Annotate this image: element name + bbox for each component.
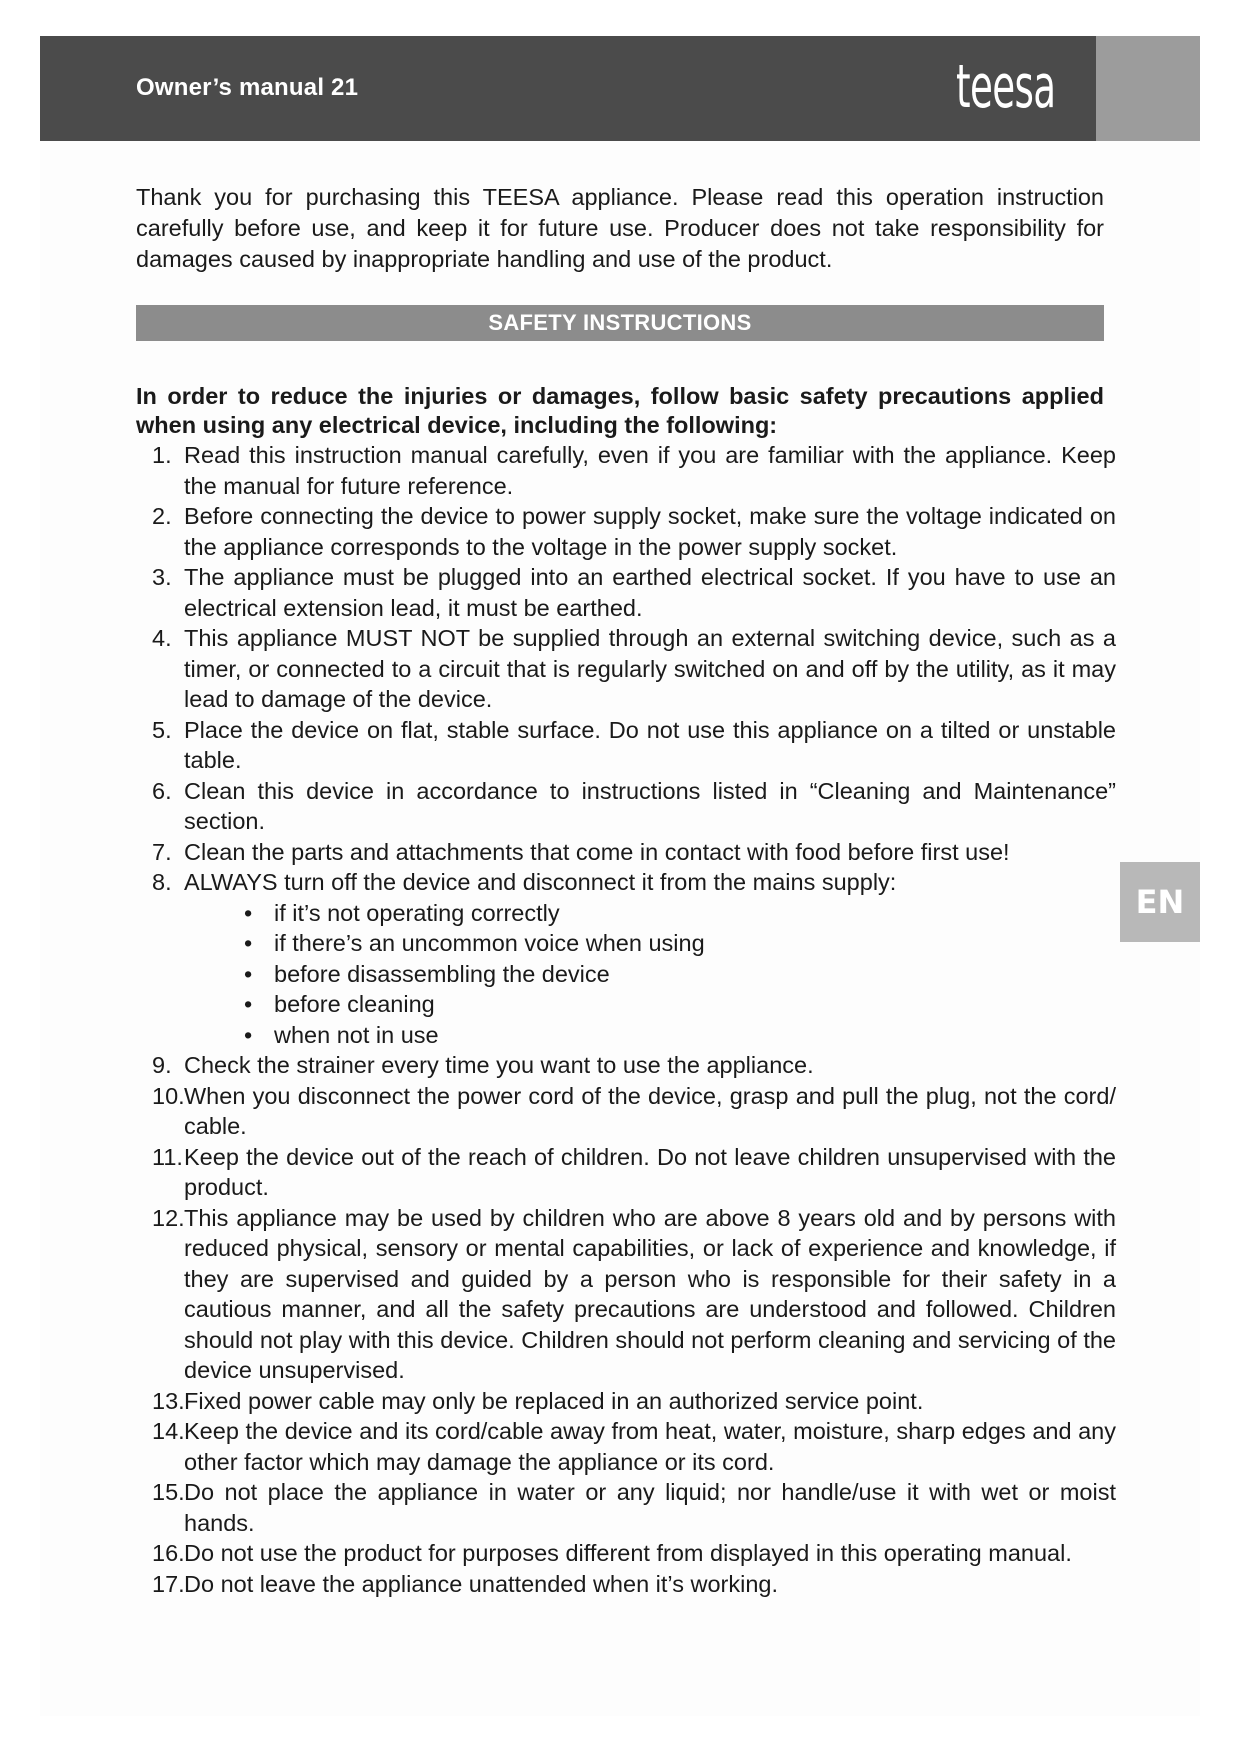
- list-item: [136, 1477, 1116, 1538]
- item-number: 7.: [152, 838, 172, 865]
- item-text: ALWAYS turn off the device and disconnect it from the mains supply:: [184, 869, 897, 895]
- list-item: [136, 562, 1116, 623]
- item-text: Clean this device in accordance to instructions listed in “Cleaning and Maintenance” section.: [184, 777, 1116, 834]
- item-number: 11.: [152, 1143, 183, 1170]
- item-number: 9.: [152, 1052, 172, 1078]
- bullet-icon: •: [244, 960, 253, 987]
- list-item: [136, 1081, 1116, 1142]
- item-text: Place the device on flat, stable surface. Do not use this appliance on a tilted or unstable table.: [184, 716, 1116, 773]
- item-number: 1.: [152, 442, 172, 468]
- intro-paragraph: Thank you for purchasing this TEESA appliance. Please read this operation instruction carefully before use, and keep it for future use. Producer does not take responsibility for damages caused by inappropriate handling and use of the product.: [136, 184, 1104, 272]
- list-item: [136, 1142, 1116, 1203]
- bullet-icon: •: [244, 1021, 253, 1048]
- sub-list-item: [244, 989, 1116, 1020]
- list-item: [136, 776, 1116, 837]
- list-item: [136, 1569, 1116, 1600]
- list-item: [136, 1386, 1116, 1417]
- sub-list-item: [244, 898, 1116, 929]
- item-text: Do not leave the appliance unattended when it’s working.: [184, 1570, 778, 1597]
- item-text: This appliance may be used by children who are above 8 years old and by persons with reduced physical, sensory or mental capabilities, or lack of experience and knowledge, if they are supervised and guided by a person who is responsible for their safety in a cautious manner, and all the safety precautions are understood and followed. Children should not play with this device. Children should not perform cleaning and servicing of the device unsupervised.: [184, 1204, 1116, 1383]
- sub-item-text: if there’s an uncommon voice when using: [274, 930, 705, 956]
- item-number: 12.: [152, 1204, 185, 1231]
- list-item: [136, 440, 1116, 501]
- item-number: 3.: [152, 564, 172, 590]
- safety-instructions-list: [136, 440, 1116, 1599]
- item-number: 15.: [152, 1479, 185, 1505]
- teesa-logo: teesa: [956, 52, 1056, 122]
- item-text: Fixed power cable may only be replaced in an authorized service point.: [184, 1387, 924, 1414]
- page-title: Owner’s manual 21: [136, 74, 359, 101]
- sub-item-text: if it’s not operating correctly: [274, 899, 560, 926]
- list-item: [136, 623, 1116, 715]
- item-number: 8.: [152, 869, 172, 895]
- item-text: Keep the device and its cord/cable away from heat, water, moisture, sharp edges and any other factor which may damage the appliance or its cord.: [184, 1418, 1116, 1475]
- item-text: Do not use the product for purposes different from displayed in this operating manual.: [184, 1540, 1072, 1566]
- item-text: Do not place the appliance in water or any liquid; nor handle/use it with wet or moist hands.: [184, 1479, 1116, 1536]
- item-number: 13.: [152, 1387, 185, 1414]
- item-text: Keep the device out of the reach of children. Do not leave children unsupervised with the product.: [184, 1143, 1116, 1200]
- header-side-tab: [1096, 36, 1200, 141]
- item-text: Clean the parts and attachments that come in contact with food before first use!: [184, 838, 1010, 865]
- item-number: 4.: [152, 625, 172, 651]
- item-number: 5.: [152, 716, 172, 743]
- list-item: [136, 1538, 1116, 1569]
- sub-list-item: [244, 928, 1116, 959]
- item-number: 2.: [152, 503, 172, 529]
- lead-paragraph: In order to reduce the injuries or damages, follow basic safety precautions applied when using any electrical device, including the following:: [136, 383, 1104, 438]
- item-text: Before connecting the device to power supply socket, make sure the voltage indicated on the appliance corresponds to the voltage in the power supply socket.: [184, 503, 1116, 560]
- sub-list-item: [244, 959, 1116, 990]
- bullet-icon: •: [244, 991, 253, 1017]
- section-heading: SAFETY INSTRUCTIONS: [136, 305, 1104, 341]
- list-item: [136, 715, 1116, 776]
- item-number: 14.: [152, 1418, 185, 1444]
- list-item: [136, 1203, 1116, 1386]
- item-text: This appliance MUST NOT be supplied through an external switching device, such as a timer, or connected to a circuit that is regularly switched on and off by the utility, as it may lead to damage of the device.: [184, 625, 1116, 712]
- item-text: Read this instruction manual carefully, even if you are familiar with the appliance. Keep the manual for future reference.: [184, 442, 1116, 499]
- item-number: 10.: [152, 1082, 185, 1109]
- item-number: 6.: [152, 777, 172, 804]
- item-text: The appliance must be plugged into an earthed electrical socket. If you have to use an electrical extension lead, it must be earthed.: [184, 564, 1116, 621]
- item-number: 17.: [152, 1570, 185, 1597]
- list-item: [136, 501, 1116, 562]
- list-item: [136, 867, 1116, 1050]
- item-number: 16.: [152, 1540, 185, 1566]
- language-tab: EN: [1120, 862, 1200, 942]
- sub-list-item: [244, 1020, 1116, 1051]
- bullet-icon: •: [244, 899, 253, 926]
- item-text: When you disconnect the power cord of the device, grasp and pull the plug, not the cord/ cable.: [184, 1082, 1116, 1139]
- list-item: [136, 837, 1116, 868]
- sub-item-text: before disassembling the device: [274, 960, 610, 987]
- list-item: [136, 1416, 1116, 1477]
- power-off-conditions-list: [184, 898, 1116, 1051]
- list-item: [136, 1050, 1116, 1081]
- sub-item-text: when not in use: [274, 1021, 439, 1048]
- item-text: Check the strainer every time you want to use the appliance.: [184, 1052, 814, 1078]
- sub-item-text: before cleaning: [274, 991, 435, 1017]
- bullet-icon: •: [244, 930, 253, 956]
